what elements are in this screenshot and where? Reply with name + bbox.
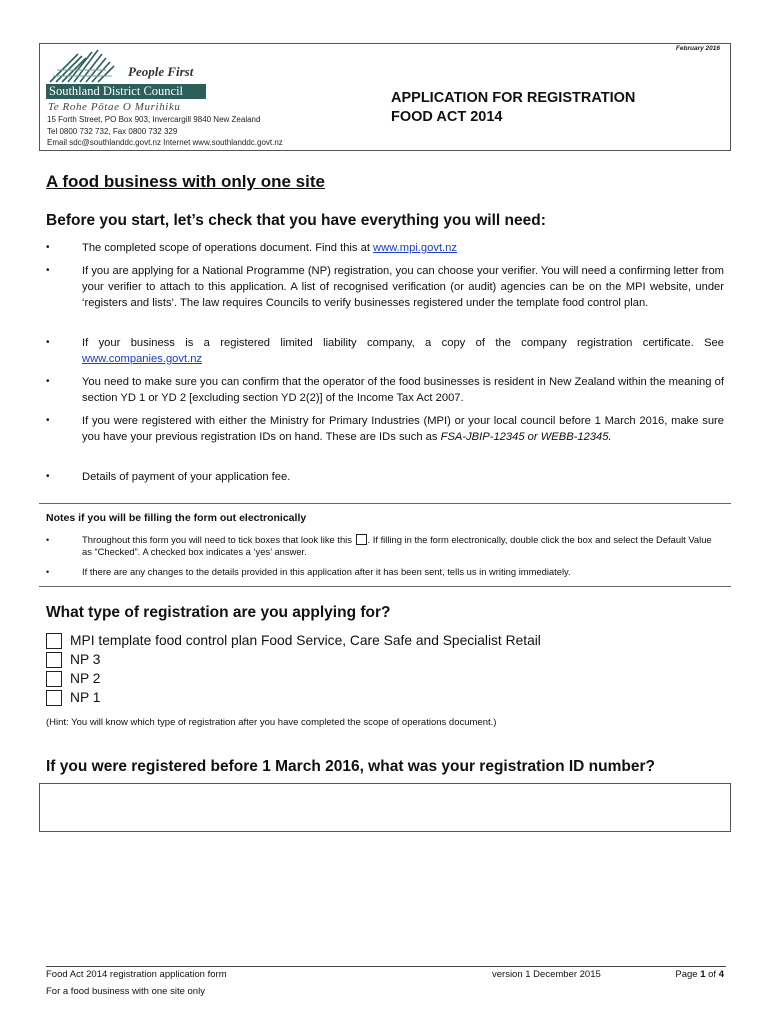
footer-version: version 1 December 2015 (492, 969, 601, 980)
bullet-dot-icon: • (46, 376, 50, 387)
checkbox-example-icon (356, 534, 367, 545)
logo-maori-name: Te Rohe Pōtae O Murihiku (48, 101, 181, 113)
council-phone: Tel 0800 732 732, Fax 0800 732 329 (47, 127, 178, 136)
bullet-dot-icon: • (46, 415, 50, 426)
id-example: FSA-JBIP-12345 or WEBB-12345. (440, 431, 612, 443)
registration-id-field[interactable] (39, 783, 731, 832)
registration-type-heading: What type of registration are you applying for? (46, 604, 391, 621)
checkbox-template-plan[interactable] (46, 633, 62, 649)
bullet-dot-icon: • (46, 567, 50, 577)
main-heading: A food business with only one site (46, 172, 325, 191)
council-contact: Email sdc@southlanddc.govt.nz Internet www.southlanddc.govt.nz (47, 138, 283, 147)
form-title-line1: APPLICATION FOR REGISTRATION (391, 90, 636, 106)
checkbox-np2[interactable] (46, 671, 62, 687)
council-logo (46, 46, 216, 112)
bullet-dot-icon: • (46, 535, 50, 545)
logo-mark-icon (48, 46, 128, 84)
page-number: Page 1 of 4 (675, 969, 724, 980)
council-address: 15 Forth Street, PO Box 903, Invercargill 9840 New Zealand (47, 115, 261, 124)
form-title (391, 89, 635, 127)
form-title-line2: FOOD ACT 2014 (391, 109, 503, 125)
letterhead (39, 43, 731, 151)
bullet-dot-icon: • (46, 337, 50, 348)
registration-hint: (Hint: You will know which type of registration after you have completed the scope of operations document.) (46, 717, 497, 728)
section-divider (39, 503, 731, 504)
section-divider (39, 586, 731, 587)
bullet-dot-icon: • (46, 242, 50, 253)
footer-divider (46, 966, 726, 967)
bullet-dot-icon: • (46, 471, 50, 482)
mpi-link[interactable]: www.mpi.govt.nz (373, 242, 457, 254)
companies-link[interactable]: www.companies.govt.nz (82, 353, 203, 365)
footer-form-name: Food Act 2014 registration application form (46, 969, 227, 980)
document-page: February 2016 People First Southland District Council Te Rohe Pōtae O Murihiku 15 Forth Street, PO Box 903, Invercargill 9840 New Zealand Tel 0800 732 732, Fax 0800 732 329 Email sdc@southlanddc.govt.nz Internet www.southlanddc.govt.nz APPLICATION FOR REGISTRATION FOOD ACT 2014 A food business with only one site Before you start, let’s check that you have everything you will need: • The completed scope of operations document. Find this at www.mpi.govt.nz • If you are applying for a National Programme (NP) registration, you can choose your verifier. You will need a confirming letter from your verifier to attach to this application. A list of recognised verification (or audit) agencies can be on the MPI website, under ‘registers and lists’. The law requires Councils to verify businesses registered under the template food control plan. • If your business is a registered limited liability company, a copy of the company registration certificate. See www.companies.govt.nz • You need to make sure you can confirm that the operator of the food businesses is resident in New Zealand within the meaning of section YD 1 or YD 2 [excluding section YD 2(2)] of the Income Tax Act 2007. • If you were registered with either the Ministry for Primary Industries (MPI) or your local council before 1 March 2016, make sure you have your previous registration IDs on hand. These are IDs such as FSA-JBIP-12345 or WEBB-12345. • Details of payment of your application fee. Notes if you will be filling the form out electronically • Throughout this form you will need to tick boxes that look like this . If filling in the form electronically, double click the box and select the Default Value as “Checked”. A checked box indicates a ‘yes’ answer. • If there are any changes to the details provided in this application after it has been sent, tells us in writing immediately. What type of registration are you applying for? MPI template food control plan Food Service, Care Safe and Specialist Retail NP 3 NP 2 NP 1 (Hint: You will know which type of registration after you have completed the scope of operations document.) If you were registered before 1 March 2016, what was your registration ID number? Food Act 2014 registration application form For a food business with one site only version 1 December 2015 Page 1 of 4 (0, 0, 770, 1024)
logo-council-name: Southland District Council (46, 84, 206, 99)
footer-subtitle: For a food business with one site only (46, 986, 205, 997)
registration-id-heading: If you were registered before 1 March 2016, what was your registration ID number? (46, 758, 655, 775)
checkbox-np3[interactable] (46, 652, 62, 668)
bullet-dot-icon: • (46, 265, 50, 276)
notes-title: Notes if you will be filling the form out electronically (46, 512, 307, 524)
checkbox-np1[interactable] (46, 690, 62, 706)
issue-date: February 2016 (675, 45, 720, 52)
logo-tagline: People First (128, 64, 194, 79)
checklist-heading: Before you start, let’s check that you have everything you will need: (46, 212, 546, 229)
